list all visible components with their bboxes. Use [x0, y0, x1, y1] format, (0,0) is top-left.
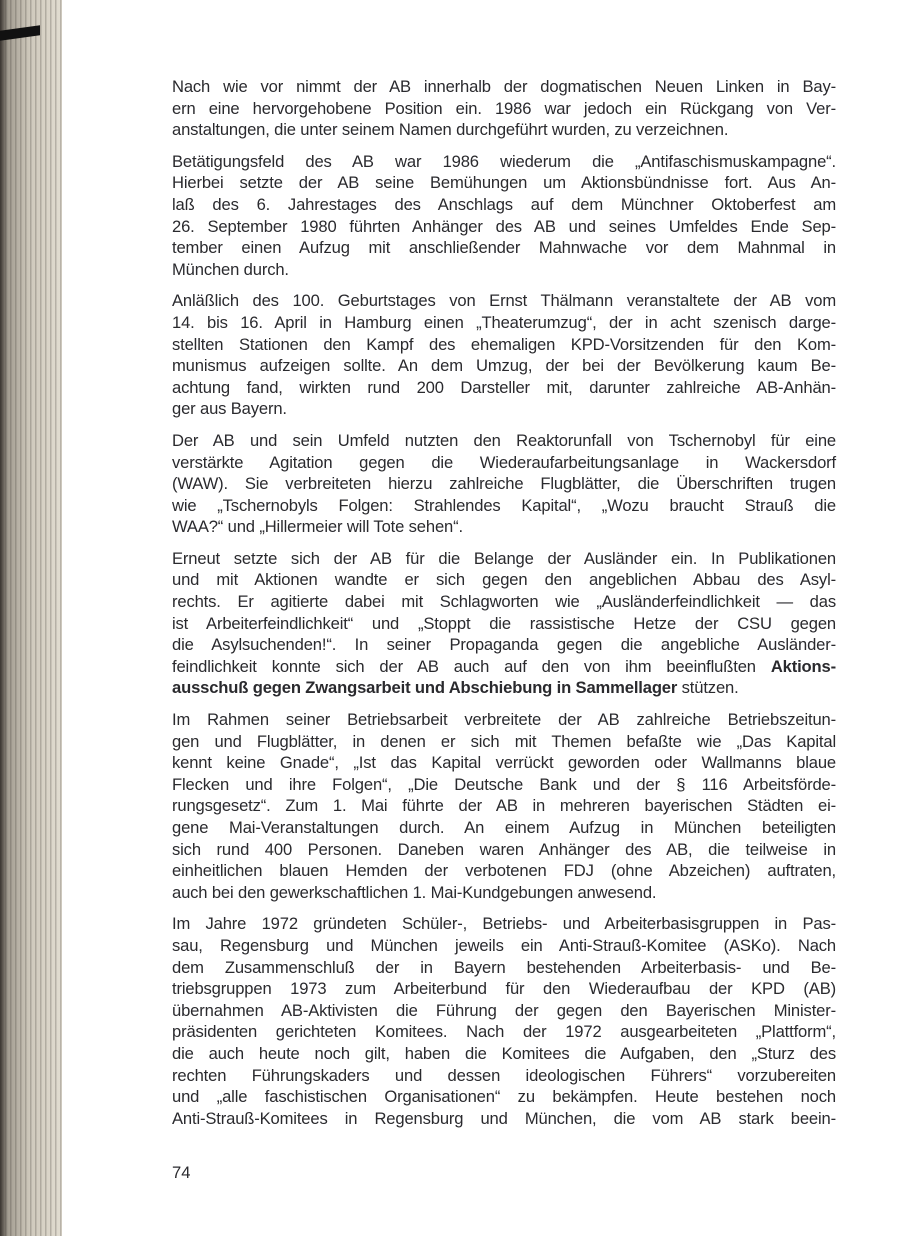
text-line: ger aus Bayern.	[172, 399, 287, 419]
text-line: die auch heute noch gilt, haben die Komitees die Aufgaben, den „Sturz des	[172, 1043, 836, 1063]
text-line: übernahmen AB-Aktivisten die Führung der gegen den Bayerischen Minister-	[172, 1000, 836, 1020]
page-number: 74	[172, 1163, 191, 1182]
text-line: laß des 6. Jahrestages des Anschlags auf dem Münchner Oktoberfest am	[172, 194, 836, 214]
text-segment: stützen.	[677, 678, 739, 698]
text-line: 14. bis 16. April in Hamburg einen „Theaterumzug“, der in acht szenisch darge-	[172, 312, 836, 332]
text-line	[172, 677, 836, 699]
text-line: präsidenten gerichteten Komitees. Nach der 1972 ausgearbeiteten „Plattform“,	[172, 1022, 836, 1042]
text-line: und „alle faschistischen Organisationen“ zu bekämpfen. Heute bestehen noch	[172, 1087, 836, 1107]
paragraph	[172, 548, 836, 699]
text-line: gene Mai-Veranstaltungen durch. An einem Aufzug in München beteiligten	[172, 818, 836, 837]
bold-organization-name: ausschuß gegen Zwangsarbeit und Abschiebung in Sammellager	[172, 678, 678, 698]
text-line: Flecken und ihre Folgen“, „Die Deutsche Bank und der § 116 Arbeitsförde-	[172, 774, 836, 794]
paragraph	[172, 151, 836, 281]
paragraph	[172, 76, 836, 141]
text-line: und mit Aktionen wandte er sich gegen den angeblichen Abbau des Asyl-	[172, 570, 836, 590]
text-line: rungsgesetz“. Zum 1. Mai führte der AB in mehreren bayerischen Städten ei-	[172, 796, 836, 816]
book-binding-edge	[0, 0, 62, 1236]
text-line: munismus aufzeigen sollte. An dem Umzug, der bei der Bevölkerung kaum Be-	[172, 356, 836, 376]
text-line: Hierbei setzte der AB seine Bemühungen um Aktionsbündnisse fort. Aus An-	[172, 173, 836, 193]
text-line: dem Zusammenschluß der in Bayern bestehenden Arbeiterbasis- und Be-	[172, 957, 836, 977]
text-line: kennt keine Gnade“, „Ist das Kapital verrückt geworden oder Wallmanns blaue	[172, 753, 836, 773]
paragraph	[172, 290, 836, 420]
text-line: die Asylsuchenden!“. In seiner Propaganda gegen die angebliche Ausländer-	[172, 635, 836, 655]
text-line: tember einen Aufzug mit anschließender Mahnwache vor dem Mahnmal in	[172, 238, 836, 258]
text-line: Im Jahre 1972 gründeten Schüler-, Betriebs- und Arbeiterbasisgruppen in Pas-	[172, 914, 836, 934]
text-line: achtung fand, wirkten rund 200 Darsteller mit, darunter zahlreiche AB-Anhän-	[172, 377, 836, 397]
text-segment: feindlichkeit konnte sich der AB auch auf den von ihm beeinflußten	[172, 656, 771, 676]
text-line: (WAW). Sie verbreiteten hierzu zahlreiche Flugblätter, die Überschriften trugen	[172, 474, 836, 494]
text-line: Betätigungsfeld des AB war 1986 wiederum die „Antifaschismuskampagne“.	[172, 151, 836, 171]
text-line: Der AB und sein Umfeld nutzten den Reaktorunfall von Tschernobyl für eine	[172, 430, 836, 450]
text-line: einheitlichen blauen Hemden der verbotenen FDJ (ohne Abzeichen) auftraten,	[172, 861, 836, 881]
paragraph	[172, 913, 836, 1129]
text-line	[172, 656, 836, 678]
text-line: sau, Regensburg und München jeweils ein Anti-Strauß-Komitee (ASKo). Nach	[172, 935, 836, 955]
text-line: stellten Stationen den Kampf des ehemaligen KPD-Vorsitzenden für den Kom-	[172, 334, 836, 354]
text-line: München durch.	[172, 259, 289, 279]
text-line: sich rund 400 Personen. Daneben waren Anhänger des AB, die teilweise in	[172, 839, 836, 859]
bold-organization-name: Aktions-	[770, 656, 836, 676]
text-line: ist Arbeiterfeindlichkeit“ und „Stoppt die rassistische Hetze der CSU gegen	[172, 613, 836, 633]
body-text	[172, 76, 836, 1139]
text-line: 26. September 1980 führten Anhänger des AB und seines Umfeldes Ende Sep-	[172, 216, 836, 236]
text-line: verstärkte Agitation gegen die Wiederaufarbeitungsanlage in Wackersdorf	[172, 452, 836, 472]
text-line: Nach wie vor nimmt der AB innerhalb der dogmatischen Neuen Linken in Bay-	[172, 77, 836, 96]
paragraph	[172, 430, 836, 538]
text-line: gen und Flugblätter, in denen er sich mit Themen befaßte wie „Das Kapital	[172, 731, 836, 751]
text-line: rechts. Er agitierte dabei mit Schlagworten wie „Ausländerfeindlichkeit — das	[172, 592, 836, 612]
text-line: Erneut setzte sich der AB für die Belange der Ausländer ein. In Publikationen	[172, 548, 836, 568]
text-line: rechten Führungskaders und dessen ideologischen Führers“ vorzubereiten	[172, 1065, 836, 1085]
text-line: anstaltungen, die unter seinem Namen durchgeführt wurden, zu verzeichnen.	[172, 120, 729, 140]
text-line: ern eine hervorgehobene Position ein. 1986 war jedoch ein Rückgang von Ver-	[172, 98, 836, 118]
text-line: auch bei den gewerkschaftlichen 1. Mai-Kundgebungen anwesend.	[172, 882, 657, 902]
text-line: WAA?“ und „Hillermeier will Tote sehen“.	[172, 517, 463, 537]
text-line: triebsgruppen 1973 zum Arbeiterbund für den Wiederaufbau der KPD (AB)	[172, 979, 836, 999]
text-line: Anläßlich des 100. Geburtstages von Ernst Thälmann veranstaltete der AB vom	[172, 291, 836, 311]
paragraph	[172, 709, 836, 903]
text-line: wie „Tschernobyls Folgen: Strahlendes Kapital“, „Wozu braucht Strauß die	[172, 495, 836, 515]
text-line: Anti-Strauß-Komitees in Regensburg und München, die vom AB stark beein-	[172, 1108, 836, 1128]
text-line: Im Rahmen seiner Betriebsarbeit verbreitete der AB zahlreiche Betriebszeitun-	[172, 710, 836, 730]
